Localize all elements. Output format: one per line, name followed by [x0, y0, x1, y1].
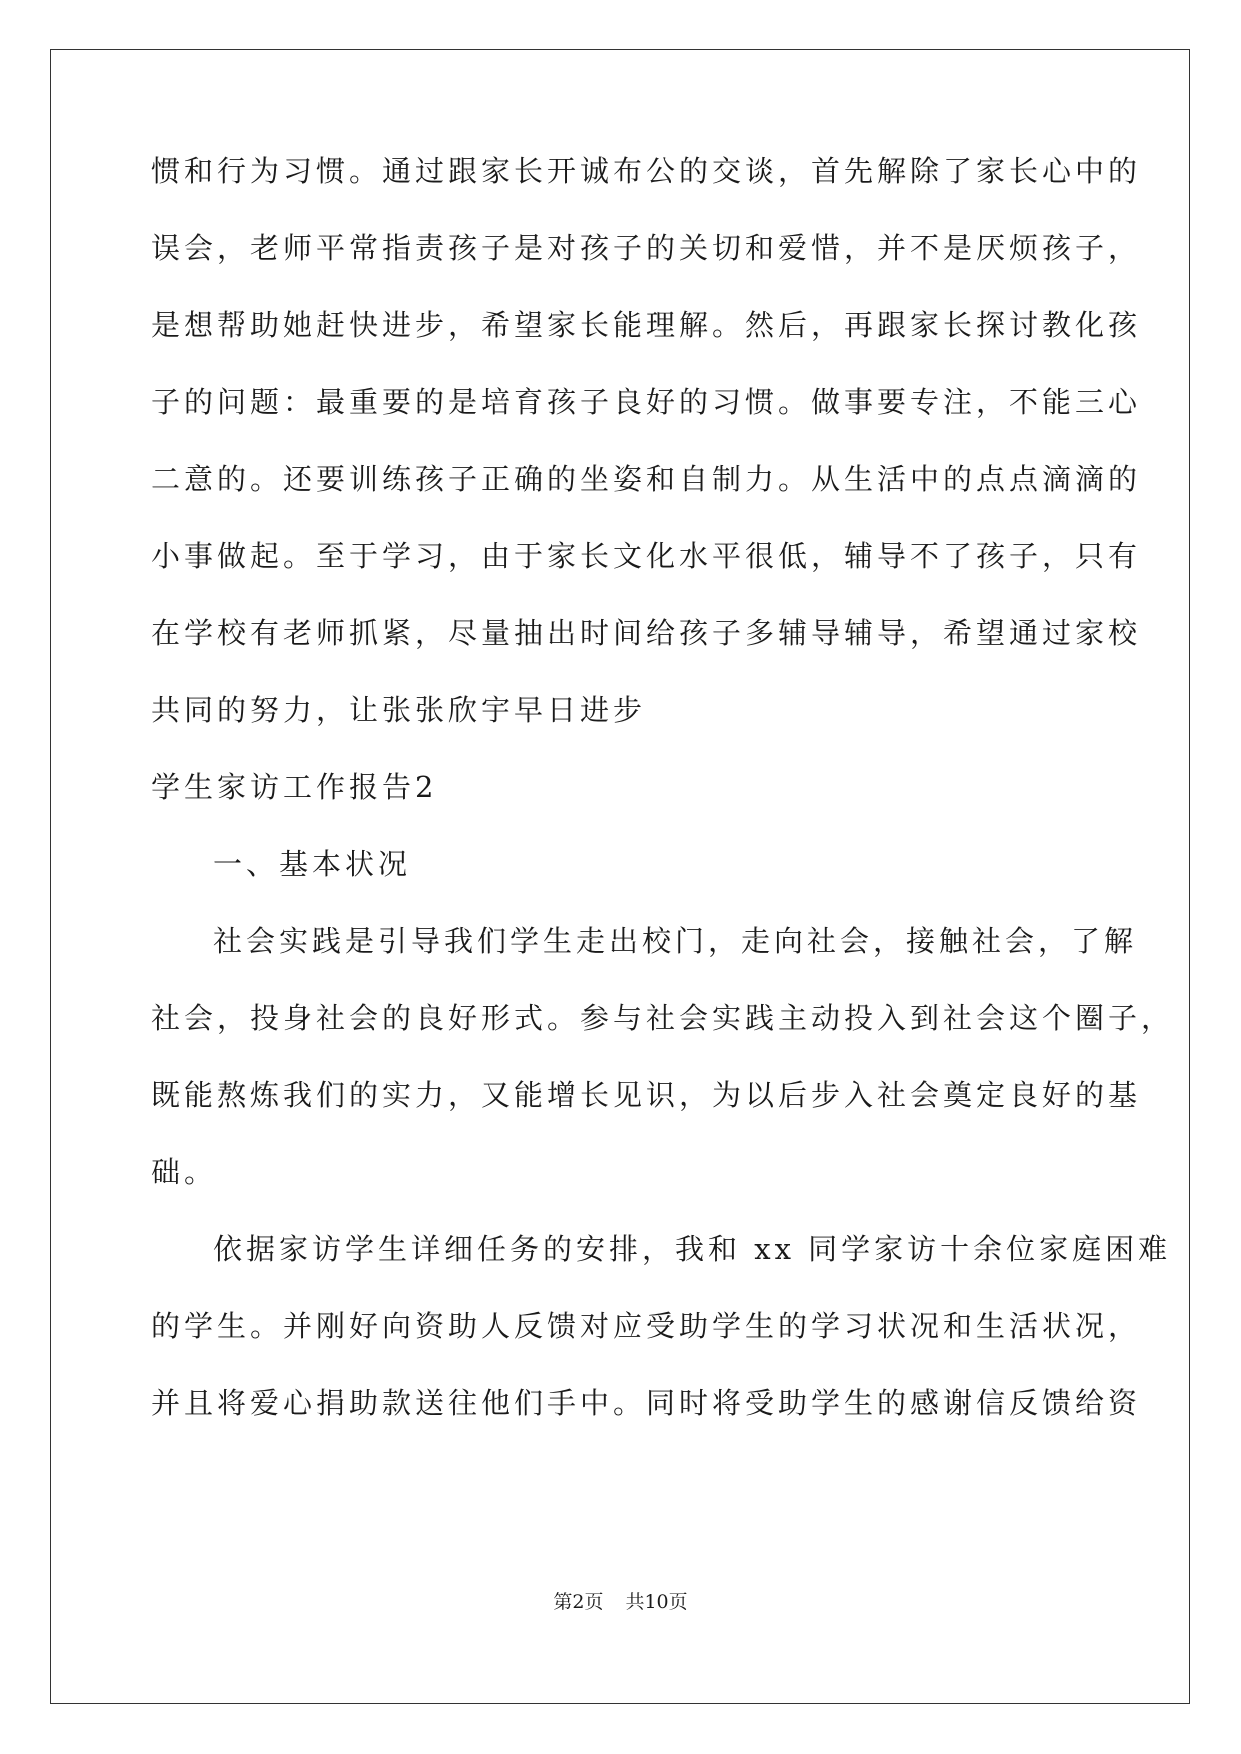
body-line: 础。 — [151, 1155, 218, 1189]
page-total: 共10页 — [625, 1591, 688, 1613]
body-line: 并且将爱心捐助款送往他们手中。同时将受助学生的感谢信反馈给资 — [151, 1386, 1142, 1420]
body-line: 小事做起。至于学习，由于家长文化水平很低，辅导不了孩子，只有 — [151, 539, 1142, 573]
body-line: 在学校有老师抓紧，尽量抽出时间给孩子多辅导辅导，希望通过家校 — [151, 616, 1142, 650]
body-line: 依据家访学生详细任务的安排，我和 xx 同学家访十余位家庭困难 — [213, 1232, 1172, 1266]
body-line: 共同的努力，让张张欣宇早日进步 — [151, 693, 647, 727]
body-line: 的学生。并刚好向资助人反馈对应受助学生的学习状况和生活状况， — [151, 1309, 1142, 1343]
page-footer — [0, 1590, 1241, 1614]
section-heading: 学生家访工作报告2 — [151, 770, 438, 804]
body-line: 社会实践是引导我们学生走出校门，走向社会，接触社会，了解 — [213, 924, 1138, 958]
body-line: 二意的。还要训练孩子正确的坐姿和自制力。从生活中的点点滴滴的 — [151, 462, 1142, 496]
body-line: 社会，投身社会的良好形式。参与社会实践主动投入到社会这个圈子， — [151, 1001, 1175, 1035]
body-line: 是想帮助她赶快进步，希望家长能理解。然后，再跟家长探讨教化孩 — [151, 308, 1142, 342]
body-line: 惯和行为习惯。通过跟家长开诚布公的交谈，首先解除了家长心中的 — [151, 154, 1142, 188]
subsection-heading: 一、基本状况 — [213, 847, 412, 881]
body-line: 既能熬炼我们的实力，又能增长见识，为以后步入社会奠定良好的基 — [151, 1078, 1142, 1112]
page-number: 第2页 — [553, 1591, 604, 1613]
body-line: 误会，老师平常指责孩子是对孩子的关切和爱惜，并不是厌烦孩子， — [151, 231, 1142, 265]
body-line: 子的问题：最重要的是培育孩子良好的习惯。做事要专注，不能三心 — [151, 385, 1142, 419]
